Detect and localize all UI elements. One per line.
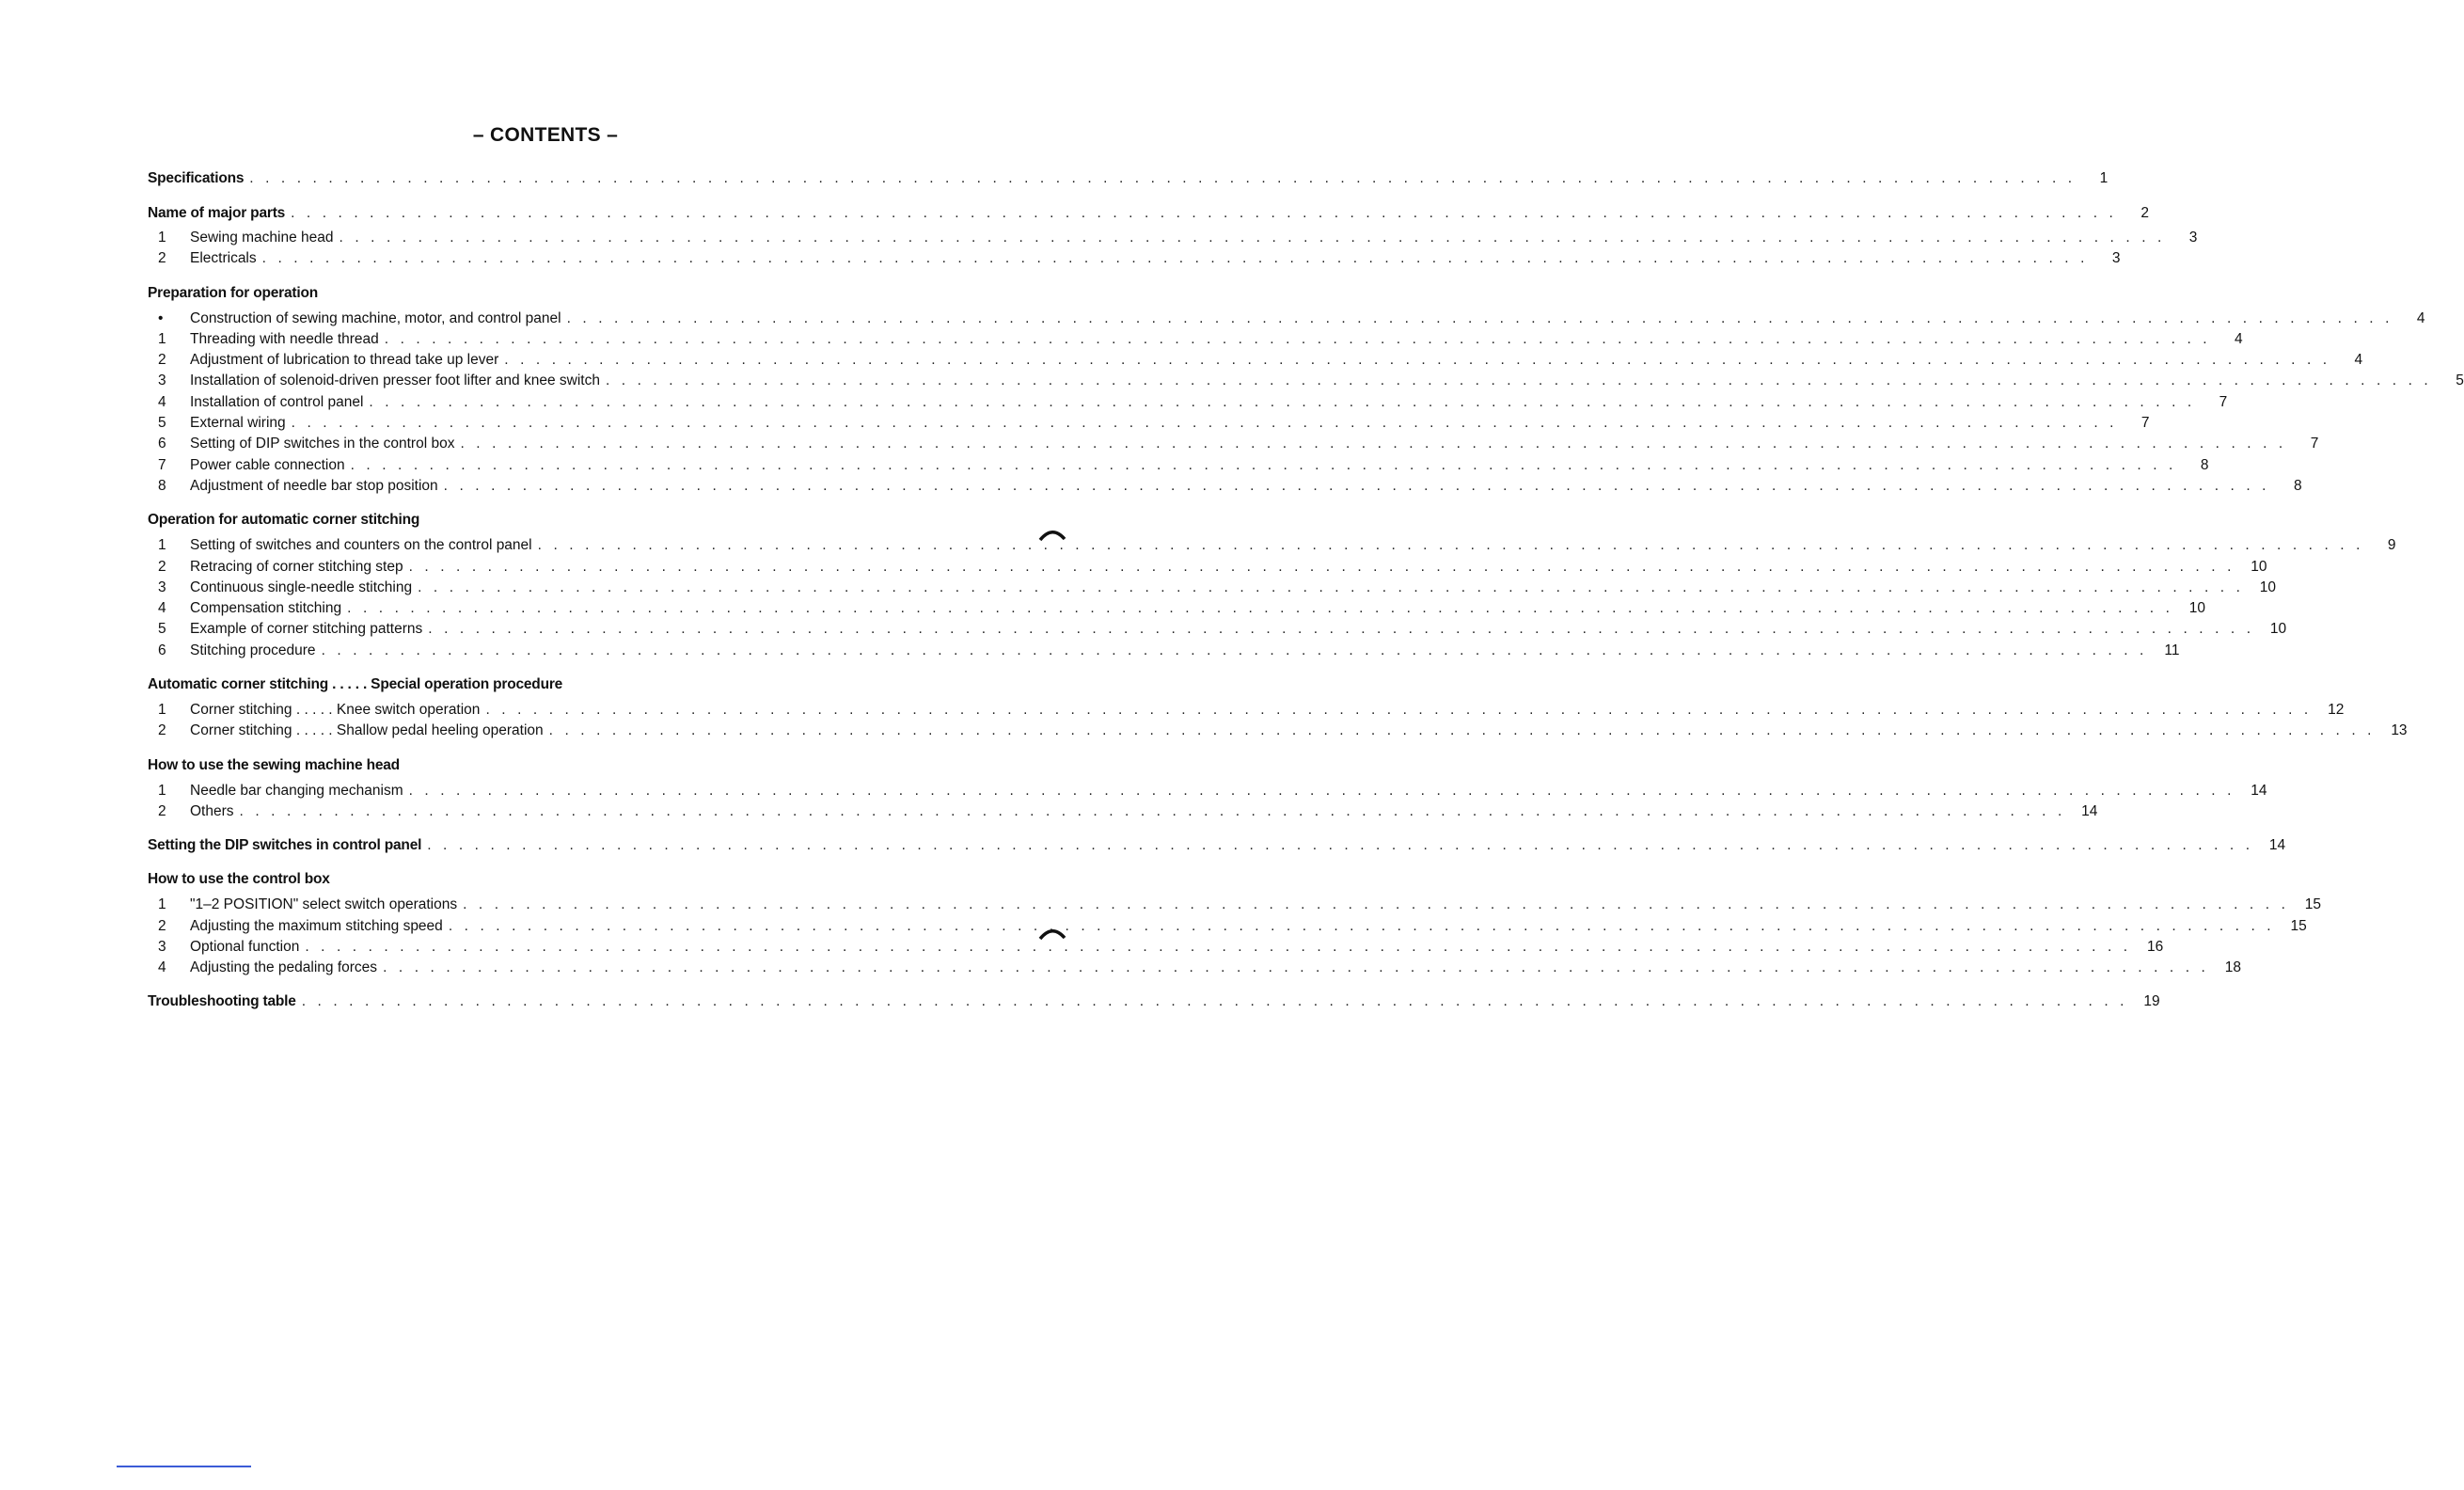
- toc-page-number: 4: [2416, 309, 2425, 326]
- leader-dots: . . . . . . . . . . . . . . . . . . . . . . . . . . . . . . . . . . . . . . . . . . . . . . . . . . . . . . . . . . . . . . . . . . . . . . . . . . . . . . . . . . . . . . . . . . . . . . . . . . . . . . . . . . . . . . . . . . . .: [321, 642, 2148, 658]
- toc-entry[interactable]: [148, 801, 2098, 822]
- toc-page-number: 19: [2143, 993, 2160, 1010]
- toc-entry[interactable]: [148, 329, 2243, 350]
- leader-dots: . . . . . . . . . . . . . . . . . . . . . . . . . . . . . . . . . . . . . . . . . . . . . . . . . . . . . . . . . . . . . . . . . . . . . . . . . . . . . . . . . . . . . . . . . . . . . . . . . . . . . . . . . . . . . . . . . . . .: [428, 621, 2255, 638]
- toc-page-number: 12: [2328, 702, 2345, 719]
- toc-entry-label: Setting the DIP switches in control panel: [148, 837, 422, 854]
- toc-page-number: 7: [2310, 436, 2319, 452]
- toc-entry[interactable]: [148, 619, 2287, 640]
- toc-entry-label: Adjusting the pedaling forces: [190, 959, 378, 976]
- section-heading-control-box: How to use the control box: [148, 871, 330, 888]
- table-of-contents: [148, 167, 2464, 1012]
- toc-page-number: 11: [2164, 642, 2180, 658]
- toc-entry[interactable]: [148, 371, 2464, 391]
- toc-entry[interactable]: [148, 535, 2396, 556]
- toc-page-number: 18: [2224, 959, 2241, 976]
- toc-entry[interactable]: [148, 248, 2121, 269]
- toc-page-number: 13: [2391, 722, 2408, 739]
- toc-entry-label: Adjusting the maximum stitching speed: [190, 917, 443, 934]
- section-heading-operation-corner: Operation for automatic corner stitching: [148, 512, 420, 529]
- toc-entry-label: Compensation stitching: [190, 600, 342, 617]
- toc-item-number: 1: [158, 702, 166, 719]
- toc-page-number: 7: [2140, 415, 2150, 432]
- toc-item-number: 7: [158, 456, 166, 473]
- toc-entry-label: Adjustment of needle bar stop position: [190, 477, 438, 494]
- toc-page-number: 10: [2259, 579, 2276, 595]
- toc-page-number: 15: [2304, 896, 2321, 913]
- toc-entry[interactable]: [148, 781, 2267, 801]
- toc-item-number: 4: [158, 600, 166, 617]
- toc-entry-label: Corner stitching . . . . . Knee switch operation: [190, 702, 481, 719]
- leader-dots: . . . . . . . . . . . . . . . . . . . . . . . . . . . . . . . . . . . . . . . . . . . . . . . . . . . . . . . . . . . . . . . . . . . . . . . . . . . . . . . . . . . . . . . . . . . . . . . . . . . . . . . . . . . . . . . . . . . .: [427, 837, 2254, 854]
- leader-dots: . . . . . . . . . . . . . . . . . . . . . . . . . . . . . . . . . . . . . . . . . . . . . . . . . . . . . . . . . . . . . . . . . . . . . . . . . . . . . . . . . . . . . . . . . . . . . . . . . . . . . . . . . . . . . . . . . . . .: [418, 579, 2244, 595]
- toc-entry[interactable]: [148, 476, 2302, 497]
- leader-dots: . . . . . . . . . . . . . . . . . . . . . . . . . . . . . . . . . . . . . . . . . . . . . . . . . . . . . . . . . . . . . . . . . . . . . . . . . . . . . . . . . . . . . . . . . . . . . . . . . . . . . . . . . . . . . . . . . . . .: [383, 959, 2209, 976]
- toc-entry[interactable]: [148, 228, 2198, 248]
- toc-item-number: 6: [158, 642, 166, 658]
- toc-item-number: 5: [158, 415, 166, 432]
- toc-page-number: 4: [2235, 330, 2243, 347]
- toc-entry[interactable]: [148, 598, 2206, 619]
- toc-entry-label: Specifications: [148, 170, 245, 186]
- toc-entry-label: Adjustment of lubrication to thread take up lever: [190, 352, 499, 369]
- section-heading-sewing-head: How to use the sewing machine head: [148, 756, 400, 773]
- binder-hole-mark-icon: [1038, 927, 1066, 940]
- toc-entry-label: Setting of DIP switches in the control box: [190, 436, 455, 452]
- toc-item-number: 2: [158, 802, 166, 819]
- toc-page-number: 1: [2099, 170, 2109, 186]
- leader-dots: . . . . . . . . . . . . . . . . . . . . . . . . . . . . . . . . . . . . . . . . . . . . . . . . . . . . . . . . . . . . . . . . . . . . . . . . . . . . . . . . . . . . . . . . . . . . . . . . . . . . . . . . . . . . . . . . . . . .: [249, 170, 2077, 186]
- bullet-marker: •: [158, 309, 164, 326]
- toc-item-number: 1: [158, 782, 166, 799]
- leader-dots: . . . . . . . . . . . . . . . . . . . . . . . . . . . . . . . . . . . . . . . . . . . . . . . . . . . . . . . . . . . . . . . . . . . . . . . . . . . . . . . . . . . . . . . . . . . . . . . . . . . . . . . . . . . . . . . . . . . .: [504, 352, 2331, 369]
- toc-entry-label: Threading with needle thread: [190, 330, 379, 347]
- leader-dots: . . . . . . . . . . . . . . . . . . . . . . . . . . . . . . . . . . . . . . . . . . . . . . . . . . . . . . . . . . . . . . . . . . . . . . . . . . . . . . . . . . . . . . . . . . . . . . . . . . . . . . . . . . . . . . . . . . . .: [291, 415, 2118, 432]
- toc-page-number: 15: [2290, 917, 2307, 934]
- leader-dots: . . . . . . . . . . . . . . . . . . . . . . . . . . . . . . . . . . . . . . . . . . . . . . . . . . . . . . . . . . . . . . . . . . . . . . . . . . . . . . . . . . . . . . . . . . . . . . . . . . . . . . . . . . . . . . . . . . . .: [548, 722, 2376, 739]
- toc-item-number: 4: [158, 393, 166, 410]
- toc-page-number: 14: [2081, 802, 2098, 819]
- toc-page-number: 14: [2268, 837, 2286, 854]
- toc-entry-label: Installation of solenoid-driven presser foot lifter and knee switch: [190, 372, 600, 389]
- toc-item-number: 3: [158, 938, 166, 955]
- toc-item-number: 3: [158, 579, 166, 595]
- toc-entry-label: Retracing of corner stitching step: [190, 558, 403, 575]
- leader-dots: . . . . . . . . . . . . . . . . . . . . . . . . . . . . . . . . . . . . . . . . . . . . . . . . . . . . . . . . . . . . . . . . . . . . . . . . . . . . . . . . . . . . . . . . . . . . . . . . . . . . . . . . . . . . . . . . . . . .: [261, 250, 2089, 267]
- toc-entry-troubleshooting[interactable]: [148, 991, 2160, 1012]
- toc-item-number: 1: [158, 537, 166, 554]
- toc-item-number: 2: [158, 722, 166, 739]
- toc-page-number: 10: [2269, 621, 2287, 638]
- toc-entry[interactable]: [148, 434, 2319, 454]
- leader-dots: . . . . . . . . . . . . . . . . . . . . . . . . . . . . . . . . . . . . . . . . . . . . . . . . . . . . . . . . . . . . . . . . . . . . . . . . . . . . . . . . . . . . . . . . . . . . . . . . . . . . . . . . . . . . . . . . . . . .: [408, 558, 2235, 575]
- toc-page-number: 3: [2111, 250, 2121, 267]
- leader-dots: . . . . . . . . . . . . . . . . . . . . . . . . . . . . . . . . . . . . . . . . . . . . . . . . . . . . . . . . . . . . . . . . . . . . . . . . . . . . . . . . . . . . . . . . . . . . . . . . . . . . . . . . . . . . . . . . . . . .: [485, 702, 2313, 719]
- toc-entry[interactable]: [148, 721, 2408, 741]
- toc-entry[interactable]: [148, 455, 2209, 476]
- leader-dots: . . . . . . . . . . . . . . . . . . . . . . . . . . . . . . . . . . . . . . . . . . . . . . . . . . . . . . . . . . . . . . . . . . . . . . . . . . . . . . . . . . . . . . . . . . . . . . . . . . . . . . . . . . . . . . . . . . . .: [301, 993, 2128, 1010]
- leader-dots: . . . . . . . . . . . . . . . . . . . . . . . . . . . . . . . . . . . . . . . . . . . . . . . . . . . . . . . . . . . . . . . . . . . . . . . . . . . . . . . . . . . . . . . . . . . . . . . . . . . . . . . . . . . . . . . . . . . .: [305, 938, 2132, 955]
- leader-dots: . . . . . . . . . . . . . . . . . . . . . . . . . . . . . . . . . . . . . . . . . . . . . . . . . . . . . . . . . . . . . . . . . . . . . . . . . . . . . . . . . . . . . . . . . . . . . . . . . . . . . . . . . . . . . . . . . . . .: [460, 436, 2287, 452]
- toc-item-number: 2: [158, 352, 166, 369]
- toc-entry[interactable]: [148, 392, 2228, 413]
- toc-entry[interactable]: [148, 578, 2276, 598]
- toc-entry[interactable]: [148, 350, 2363, 371]
- toc-page-number: 7: [2219, 393, 2228, 410]
- toc-entry-label: Continuous single-needle stitching: [190, 579, 413, 595]
- leader-dots: . . . . . . . . . . . . . . . . . . . . . . . . . . . . . . . . . . . . . . . . . . . . . . . . . . . . . . . . . . . . . . . . . . . . . . . . . . . . . . . . . . . . . . . . . . . . . . . . . . . . . . . . . . . . . . . . . . . .: [566, 309, 2393, 326]
- toc-page-number: 2: [2140, 205, 2149, 221]
- leader-dots: . . . . . . . . . . . . . . . . . . . . . . . . . . . . . . . . . . . . . . . . . . . . . . . . . . . . . . . . . . . . . . . . . . . . . . . . . . . . . . . . . . . . . . . . . . . . . . . . . . . . . . . . . . . . . . . . . . . .: [369, 393, 2196, 410]
- toc-entry[interactable]: [148, 958, 2241, 978]
- toc-item-number: 8: [158, 477, 166, 494]
- leader-dots: . . . . . . . . . . . . . . . . . . . . . . . . . . . . . . . . . . . . . . . . . . . . . . . . . . . . . . . . . . . . . . . . . . . . . . . . . . . . . . . . . . . . . . . . . . . . . . . . . . . . . . . . . . . . . . . . . . . .: [347, 600, 2174, 617]
- leader-dots: . . . . . . . . . . . . . . . . . . . . . . . . . . . . . . . . . . . . . . . . . . . . . . . . . . . . . . . . . . . . . . . . . . . . . . . . . . . . . . . . . . . . . . . . . . . . . . . . . . . . . . . . . . . . . . . . . . . .: [448, 917, 2275, 934]
- toc-page-number: 10: [2188, 600, 2206, 617]
- toc-entry-label: Name of major parts: [148, 205, 286, 221]
- toc-entry-specifications[interactable]: [148, 167, 2109, 189]
- toc-entry-label: Others: [190, 802, 234, 819]
- leader-dots: . . . . . . . . . . . . . . . . . . . . . . . . . . . . . . . . . . . . . . . . . . . . . . . . . . . . . . . . . . . . . . . . . . . . . . . . . . . . . . . . . . . . . . . . . . . . . . . . . . . . . . . . . . . . . . . . . . . .: [605, 372, 2432, 389]
- toc-entry-label: Optional function: [190, 938, 300, 955]
- toc-entry-label: Example of corner stitching patterns: [190, 621, 423, 638]
- binder-hole-mark-icon: [1038, 528, 1066, 541]
- toc-item-number: 1: [158, 230, 166, 246]
- toc-item-number: 2: [158, 558, 166, 575]
- toc-entry-label: Corner stitching . . . . . Shallow pedal heeling operation: [190, 722, 544, 739]
- toc-item-number: 2: [158, 250, 166, 267]
- toc-page-number: 10: [2251, 558, 2267, 575]
- toc-entry-label: Troubleshooting table: [148, 993, 296, 1010]
- leader-dots: . . . . . . . . . . . . . . . . . . . . . . . . . . . . . . . . . . . . . . . . . . . . . . . . . . . . . . . . . . . . . . . . . . . . . . . . . . . . . . . . . . . . . . . . . . . . . . . . . . . . . . . . . . . . . . . . . . . .: [463, 896, 2289, 913]
- toc-entry-label: Electricals: [190, 250, 257, 267]
- section-heading-automatic-corner: Automatic corner stitching . . . . . Special operation procedure: [148, 676, 563, 693]
- toc-entry-label: Stitching procedure: [190, 642, 316, 658]
- toc-item-number: 1: [158, 896, 166, 913]
- toc-entry[interactable]: [148, 557, 2267, 578]
- leader-dots: . . . . . . . . . . . . . . . . . . . . . . . . . . . . . . . . . . . . . . . . . . . . . . . . . . . . . . . . . . . . . . . . . . . . . . . . . . . . . . . . . . . . . . . . . . . . . . . . . . . . . . . . . . . . . . . . . . . .: [384, 330, 2211, 347]
- toc-entry-label: Sewing machine head: [190, 230, 334, 246]
- toc-item-number: 1: [158, 330, 166, 347]
- toc-entry-label: Power cable connection: [190, 456, 345, 473]
- toc-entry-label: External wiring: [190, 415, 286, 432]
- bottom-rule: [117, 1466, 251, 1467]
- toc-entry-label: Needle bar changing mechanism: [190, 782, 403, 799]
- toc-entry[interactable]: [148, 309, 2425, 329]
- section-heading-preparation: Preparation for operation: [148, 284, 319, 301]
- toc-page-number: 5: [2456, 372, 2464, 389]
- leader-dots: . . . . . . . . . . . . . . . . . . . . . . . . . . . . . . . . . . . . . . . . . . . . . . . . . . . . . . . . . . . . . . . . . . . . . . . . . . . . . . . . . . . . . . . . . . . . . . . . . . . . . . . . . . . . . . . . . . . .: [239, 802, 2066, 819]
- leader-dots: . . . . . . . . . . . . . . . . . . . . . . . . . . . . . . . . . . . . . . . . . . . . . . . . . . . . . . . . . . . . . . . . . . . . . . . . . . . . . . . . . . . . . . . . . . . . . . . . . . . . . . . . . . . . . . . . . . . .: [408, 782, 2235, 799]
- toc-page-number: 3: [2188, 230, 2198, 246]
- toc-item-number: 3: [158, 372, 166, 389]
- toc-item-number: 2: [158, 917, 166, 934]
- toc-entry[interactable]: [148, 916, 2307, 937]
- leader-dots: . . . . . . . . . . . . . . . . . . . . . . . . . . . . . . . . . . . . . . . . . . . . . . . . . . . . . . . . . . . . . . . . . . . . . . . . . . . . . . . . . . . . . . . . . . . . . . . . . . . . . . . . . . . . . . . . . . . .: [291, 205, 2117, 221]
- toc-entry[interactable]: [148, 895, 2321, 915]
- toc-item-number: 5: [158, 621, 166, 638]
- toc-entry-label: "1–2 POSITION" select switch operations: [190, 896, 458, 913]
- toc-entry[interactable]: [148, 937, 2164, 958]
- toc-entry-name-of-major-parts[interactable]: [148, 202, 2149, 224]
- toc-item-number: 4: [158, 959, 166, 976]
- toc-page-number: 8: [2293, 477, 2302, 494]
- page-title: – CONTENTS –: [472, 124, 619, 146]
- toc-item-number: 6: [158, 436, 166, 452]
- toc-entry-dip-switches[interactable]: [148, 834, 2286, 856]
- toc-page-number: 4: [2354, 352, 2363, 369]
- toc-page-number: 9: [2387, 537, 2396, 554]
- toc-page-number: 8: [2200, 456, 2209, 473]
- toc-entry[interactable]: [148, 413, 2150, 434]
- leader-dots: . . . . . . . . . . . . . . . . . . . . . . . . . . . . . . . . . . . . . . . . . . . . . . . . . . . . . . . . . . . . . . . . . . . . . . . . . . . . . . . . . . . . . . . . . . . . . . . . . . . . . . . . . . . . . . . . . . . .: [443, 477, 2270, 494]
- toc-entry[interactable]: [148, 641, 2180, 661]
- toc-page-number: 14: [2251, 782, 2267, 799]
- toc-entry-label: Setting of switches and counters on the control panel: [190, 537, 532, 554]
- leader-dots: . . . . . . . . . . . . . . . . . . . . . . . . . . . . . . . . . . . . . . . . . . . . . . . . . . . . . . . . . . . . . . . . . . . . . . . . . . . . . . . . . . . . . . . . . . . . . . . . . . . . . . . . . . . . . . . . . . . .: [350, 456, 2177, 473]
- toc-entry-label: Construction of sewing machine, motor, and control panel: [190, 309, 561, 326]
- leader-dots: . . . . . . . . . . . . . . . . . . . . . . . . . . . . . . . . . . . . . . . . . . . . . . . . . . . . . . . . . . . . . . . . . . . . . . . . . . . . . . . . . . . . . . . . . . . . . . . . . . . . . . . . . . . . . . . . . . . .: [339, 230, 2166, 246]
- toc-entry[interactable]: [148, 700, 2345, 721]
- leader-dots: . . . . . . . . . . . . . . . . . . . . . . . . . . . . . . . . . . . . . . . . . . . . . . . . . . . . . . . . . . . . . . . . . . . . . . . . . . . . . . . . . . . . . . . . . . . . . . . . . . . . . . . . . . . . . . . . . . . .: [537, 537, 2364, 554]
- toc-page-number: 16: [2146, 938, 2164, 955]
- toc-entry-label: Installation of control panel: [190, 393, 364, 410]
